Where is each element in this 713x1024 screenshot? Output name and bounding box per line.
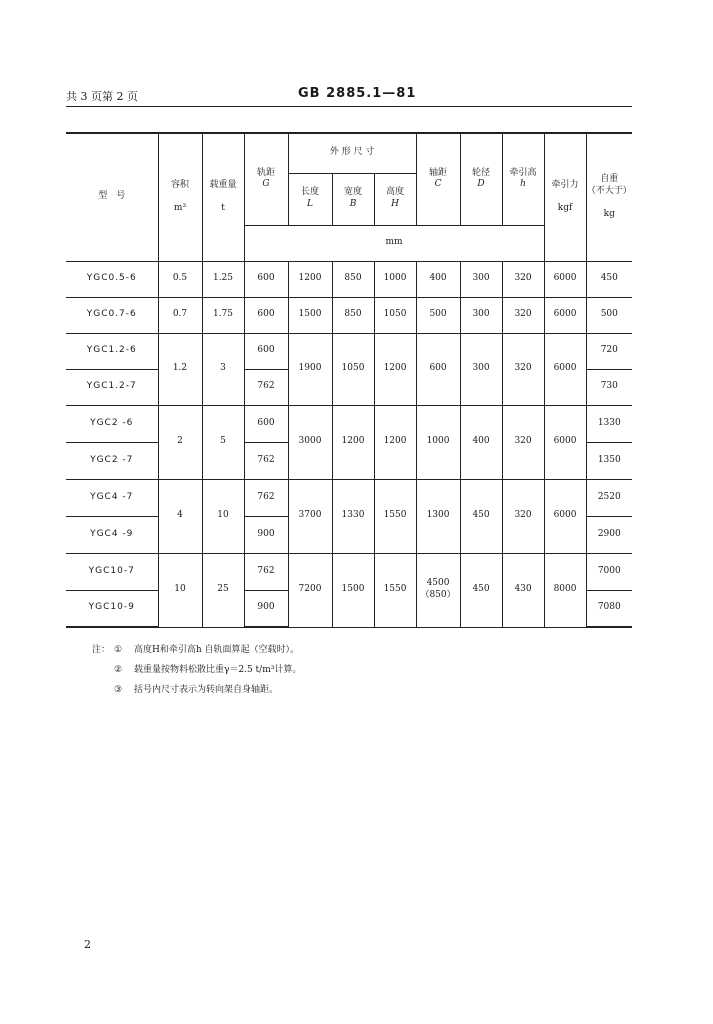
header-coupler-label: 牵引高 xyxy=(509,167,537,178)
table-cell-width: 1330 xyxy=(332,479,374,553)
table-cell-weight: 7000 xyxy=(586,553,632,590)
table-cell-width: 850 xyxy=(332,297,374,333)
table-cell-traction: 6000 xyxy=(544,479,586,553)
header-weight-unit: kg xyxy=(603,208,615,219)
header-load-unit: t xyxy=(221,203,225,214)
table-cell-coupler-height: 320 xyxy=(502,297,544,333)
table-cell-model: YGC1.2-7 xyxy=(66,369,158,405)
header-volume-unit: m³ xyxy=(173,203,187,214)
note-text: 载重量按物料松散比重γ＝2.5 t/m³计算。 xyxy=(134,665,302,675)
header-wheel-diameter-label: 轮径 xyxy=(472,167,491,178)
table-cell-length: 1900 xyxy=(288,333,332,405)
note-item xyxy=(92,660,301,680)
table-cell-model: YGC10-7 xyxy=(66,553,158,590)
table-cell-coupler-height: 430 xyxy=(502,553,544,627)
table-cell-length: 7200 xyxy=(288,553,332,627)
table-cell-width: 1050 xyxy=(332,333,374,405)
header-model: 型 号 xyxy=(66,133,158,261)
header-length-symbol: L xyxy=(307,199,313,209)
table-cell-volume: 4 xyxy=(158,479,202,553)
note-number: ③ xyxy=(114,685,123,695)
table-cell-height: 1550 xyxy=(374,479,416,553)
table-cell-coupler-height: 320 xyxy=(502,405,544,479)
note-text: 括号内尺寸表示为转向架自身轴距。 xyxy=(134,685,279,695)
table-cell-model: YGC2 -7 xyxy=(66,442,158,479)
header-wheelbase xyxy=(416,133,460,225)
table-cell-wheelbase: 500 xyxy=(416,297,460,333)
table-cell-traction: 6000 xyxy=(544,333,586,405)
table-cell-weight: 2900 xyxy=(586,516,632,553)
table-cell-weight: 1350 xyxy=(586,442,632,479)
table-cell-gauge: 900 xyxy=(244,516,288,553)
header-coupler-symbol: h xyxy=(520,179,526,190)
table-cell-load: 5 xyxy=(202,405,244,479)
table-cell-gauge: 900 xyxy=(244,590,288,627)
table-cell-wheelbase: 1300 xyxy=(416,479,460,553)
table-cell-gauge: 762 xyxy=(244,369,288,405)
table-cell-wheelbase xyxy=(416,553,460,627)
header-height xyxy=(374,173,416,225)
table-cell-model: YGC4 -9 xyxy=(66,516,158,553)
table-cell-weight: 720 xyxy=(586,333,632,369)
table-cell-weight: 730 xyxy=(586,369,632,405)
table-cell-length: 1500 xyxy=(288,297,332,333)
header-wheelbase-label: 轴距 xyxy=(429,167,448,178)
header-traction-label: 牵引力 xyxy=(551,179,579,190)
table-cell-volume: 0.7 xyxy=(158,297,202,333)
table-cell-width: 1500 xyxy=(332,553,374,627)
header-load-label: 载重量 xyxy=(209,179,237,190)
table-cell-height: 1050 xyxy=(374,297,416,333)
header-wheel-diameter-symbol: D xyxy=(477,179,485,190)
table-cell-traction: 6000 xyxy=(544,297,586,333)
note-item xyxy=(92,680,301,700)
header-coupler-height xyxy=(502,133,544,225)
table-cell-gauge: 762 xyxy=(244,442,288,479)
table-cell-weight: 500 xyxy=(586,297,632,333)
header-length-label: 长度 xyxy=(300,187,319,198)
notes xyxy=(92,640,301,700)
spec-table xyxy=(66,132,632,628)
table-cell-height: 1200 xyxy=(374,333,416,405)
table-cell-wheelbase: 400 xyxy=(416,261,460,297)
page-info: 共 3 页第 2 页 xyxy=(66,90,138,103)
table-cell-wheelbase: 600 xyxy=(416,333,460,405)
table-cell-gauge: 600 xyxy=(244,297,288,333)
header-dims-group: 外 形 尺 寸 xyxy=(288,133,416,173)
notes-label: 注： xyxy=(92,645,111,655)
header-volume-label: 容积 xyxy=(170,179,189,190)
header-height-label: 高度 xyxy=(386,187,405,198)
table-cell-load: 10 xyxy=(202,479,244,553)
note-number: ① xyxy=(114,645,123,655)
table-cell-weight: 2520 xyxy=(586,479,632,516)
table-cell-wheel-diameter: 450 xyxy=(460,553,502,627)
table-cell-wheel-diameter: 400 xyxy=(460,405,502,479)
table-cell-height: 1000 xyxy=(374,261,416,297)
table-cell-gauge: 762 xyxy=(244,479,288,516)
table-cell-coupler-height: 320 xyxy=(502,333,544,405)
header-weight-note: （不大于） xyxy=(586,185,632,196)
header-unit-mm: mm xyxy=(244,225,544,261)
table-cell-weight: 450 xyxy=(586,261,632,297)
wheelbase-value: 4500 xyxy=(426,578,450,589)
table-cell-traction: 6000 xyxy=(544,261,586,297)
table-cell-wheel-diameter: 450 xyxy=(460,479,502,553)
table-cell-gauge: 600 xyxy=(244,261,288,297)
table-cell-volume: 2 xyxy=(158,405,202,479)
table-cell-wheel-diameter: 300 xyxy=(460,333,502,405)
note-item xyxy=(92,640,301,660)
table-cell-load: 25 xyxy=(202,553,244,627)
table-cell-model: YGC0.7-6 xyxy=(66,297,158,333)
table-cell-wheel-diameter: 300 xyxy=(460,297,502,333)
table-cell-wheel-diameter: 300 xyxy=(460,261,502,297)
header-weight xyxy=(586,133,632,261)
table-cell-load: 1.75 xyxy=(202,297,244,333)
table-cell-model: YGC0.5-6 xyxy=(66,261,158,297)
table-cell-load: 1.25 xyxy=(202,261,244,297)
header-wheelbase-symbol: C xyxy=(434,179,442,190)
table-cell-coupler-height: 320 xyxy=(502,479,544,553)
table-cell-model: YGC4 -7 xyxy=(66,479,158,516)
table-cell-coupler-height: 320 xyxy=(502,261,544,297)
table-cell-gauge: 762 xyxy=(244,553,288,590)
header-length xyxy=(288,173,332,225)
note-number: ② xyxy=(114,665,123,675)
table-cell-load: 3 xyxy=(202,333,244,405)
note-text: 高度H和牵引高h 自轨面算起（空载时）。 xyxy=(134,645,300,655)
table-cell-length: 3700 xyxy=(288,479,332,553)
table-cell-weight: 7080 xyxy=(586,590,632,627)
table-cell-model: YGC2 -6 xyxy=(66,405,158,442)
header-width xyxy=(332,173,374,225)
header-width-label: 宽度 xyxy=(343,187,362,198)
table-cell-volume: 0.5 xyxy=(158,261,202,297)
header-width-symbol: B xyxy=(349,199,357,209)
table-cell-length: 1200 xyxy=(288,261,332,297)
header-height-symbol: H xyxy=(391,199,399,209)
table-cell-height: 1200 xyxy=(374,405,416,479)
table-cell-volume: 10 xyxy=(158,553,202,627)
table-cell-width: 1200 xyxy=(332,405,374,479)
standard-code: GB 2885.1—81 xyxy=(298,86,417,101)
table-cell-width: 850 xyxy=(332,261,374,297)
table-cell-model: YGC10-9 xyxy=(66,590,158,627)
table-cell-model: YGC1.2-6 xyxy=(66,333,158,369)
header-gauge-label: 轨距 xyxy=(256,167,275,178)
page-number: 2 xyxy=(84,938,91,951)
table-cell-volume: 1.2 xyxy=(158,333,202,405)
header-load xyxy=(202,133,244,261)
table-cell-wheelbase: 1000 xyxy=(416,405,460,479)
header-volume xyxy=(158,133,202,261)
header-weight-label: 自重 xyxy=(600,173,619,184)
header-wheel-diameter xyxy=(460,133,502,225)
header-gauge-symbol: G xyxy=(262,179,270,190)
wheelbase-bogie-value: （850） xyxy=(420,590,456,600)
table-cell-weight: 1330 xyxy=(586,405,632,442)
header-traction-unit: kgf xyxy=(557,203,573,214)
table-cell-length: 3000 xyxy=(288,405,332,479)
table-cell-gauge: 600 xyxy=(244,405,288,442)
header-gauge xyxy=(244,133,288,225)
table-cell-traction: 8000 xyxy=(544,553,586,627)
table-cell-height: 1550 xyxy=(374,553,416,627)
header-rule xyxy=(66,106,632,107)
table-cell-traction: 6000 xyxy=(544,405,586,479)
table-cell-gauge: 600 xyxy=(244,333,288,369)
header-traction xyxy=(544,133,586,261)
